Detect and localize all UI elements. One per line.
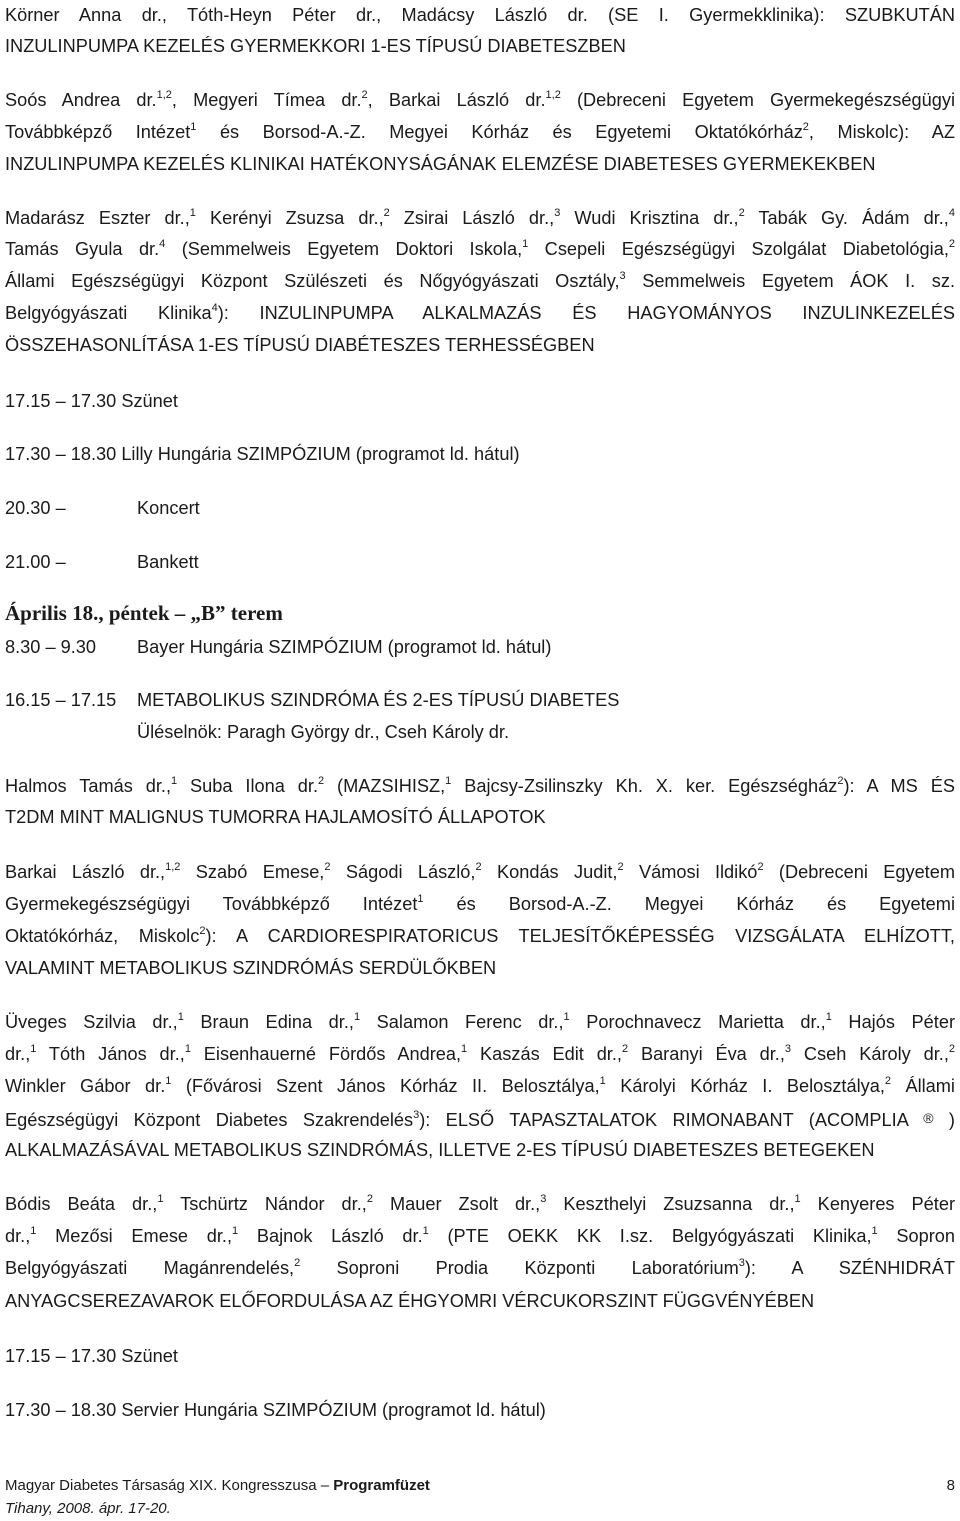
abstract-4-line-2 bbox=[5, 806, 546, 828]
affiliation-superscript: 2 bbox=[948, 1043, 955, 1055]
affiliation-superscript: 1,2 bbox=[165, 861, 181, 873]
affiliation-superscript: 1 bbox=[522, 238, 529, 250]
affiliation-superscript: 1 bbox=[184, 1043, 191, 1055]
abstract-5-line-2 bbox=[5, 893, 955, 915]
affiliation-superscript: 3 bbox=[784, 1043, 792, 1055]
abstract-5-line-3 bbox=[5, 925, 955, 947]
event: Bayer Hungária SZIMPÓZIUM (programot ld. hátul) bbox=[137, 637, 552, 657]
line-text: Kondás Judit, bbox=[481, 862, 618, 882]
affiliation-superscript: 2 bbox=[324, 861, 331, 873]
abstract-7-line-4 bbox=[5, 1290, 814, 1312]
affiliation-superscript: 2 bbox=[948, 238, 955, 250]
footer-title-prefix: Magyar Diabetes Társaság XIX. Kongresszusa – bbox=[5, 1477, 334, 1494]
affiliation-superscript: 3 bbox=[554, 207, 561, 219]
line-text: T2DM MINT MALIGNUS TUMORRA HAJLAMOSÍTÓ ÁLLAPOTOK bbox=[5, 807, 546, 827]
affiliation-superscript: 1,2 bbox=[156, 89, 172, 101]
affiliation-superscript: 1 bbox=[171, 775, 178, 787]
time: 17.30 – 18.30 bbox=[5, 1400, 117, 1420]
affiliation-superscript: 1 bbox=[461, 1043, 468, 1055]
affiliation-superscript: 1 bbox=[417, 893, 424, 905]
line-text: Mezősi Emese dr., bbox=[36, 1226, 232, 1246]
affiliation-superscript: 1 bbox=[445, 775, 452, 787]
abstract-4-line-1 bbox=[5, 775, 955, 797]
line-text: Wudi Krisztina dr., bbox=[560, 208, 739, 228]
line-text: ): A MS ÉS bbox=[843, 776, 955, 796]
footer-title bbox=[5, 1477, 430, 1495]
affiliation-superscript: 1 bbox=[190, 121, 197, 133]
abstract-5-line-1 bbox=[5, 861, 955, 883]
footer-place: Tihany, 2008. ápr. 17-20. bbox=[5, 1500, 171, 1517]
abstract-6-line-1 bbox=[5, 1011, 955, 1033]
abstract-6-line-2 bbox=[5, 1043, 955, 1065]
line-text: VALAMINT METABOLIKUS SZINDRÓMÁS SERDÜLŐKBEN bbox=[5, 958, 497, 978]
line-text: (Debreceni Egyetem bbox=[763, 862, 956, 882]
affiliation-superscript: 2 bbox=[475, 861, 482, 873]
affiliation-superscript: 3 bbox=[540, 1193, 547, 1205]
time: 17.30 – 18.30 bbox=[5, 444, 117, 464]
line-text: Szabó Emese, bbox=[180, 862, 325, 882]
line-text: dr., bbox=[5, 1226, 31, 1246]
line-text: Belgyógyászati Magánrendelés, bbox=[5, 1258, 295, 1278]
line-text: Gyermekegészségügyi Továbbképző Intézet bbox=[5, 894, 418, 914]
event: Koncert bbox=[137, 498, 200, 518]
line-text: Kaszás Edit dr., bbox=[467, 1044, 622, 1064]
line-text: INZULINPUMPA KEZELÉS KLINIKAI HATÉKONYSÁGÁNAK ELEMZÉSE DIABETESES GYERMEKEKBEN bbox=[5, 154, 876, 174]
line-text: Továbbképző Intézet bbox=[5, 122, 191, 142]
time: 16.15 – 17.15 bbox=[5, 690, 117, 710]
schedule-row bbox=[5, 689, 619, 711]
day-heading: Április 18., péntek – „B” terem bbox=[5, 601, 283, 625]
time: 17.15 – 17.30 bbox=[5, 391, 117, 411]
abstract-7-line-3 bbox=[5, 1257, 955, 1279]
affiliation-superscript: 1 bbox=[599, 1075, 606, 1087]
schedule-row bbox=[5, 551, 199, 573]
line-text: , Megyeri Tímea dr. bbox=[171, 90, 362, 110]
affiliation-superscript: 1 bbox=[165, 1075, 172, 1087]
line-text: (MAZSIHISZ, bbox=[324, 776, 446, 796]
line-text: Kerényi Zsuzsa dr., bbox=[195, 208, 384, 228]
line-text: ANYAGCSEREZAVAROK ELŐFORDULÁSA AZ ÉHGYOMRI VÉRCUKORSZINT FÜGGVÉNYÉBEN bbox=[5, 1291, 815, 1311]
abstract-3-line-2 bbox=[5, 238, 955, 260]
line-text: Zsirai László dr., bbox=[389, 208, 555, 228]
time: 20.30 – bbox=[5, 498, 66, 518]
line-text: ALKALMAZÁSÁVAL METABOLIKUS SZINDRÓMÁS, ILLETVE 2-ES TÍPUSÚ DIABETESZES BETEGEKEN bbox=[5, 1140, 875, 1160]
session-chairs bbox=[5, 721, 509, 743]
affiliation-superscript: 2 bbox=[318, 775, 325, 787]
event: Bankett bbox=[137, 552, 199, 572]
line-text: Winkler Gábor dr. bbox=[5, 1076, 166, 1096]
affiliation-superscript: 4 bbox=[211, 302, 218, 314]
event: Szünet bbox=[121, 1346, 178, 1366]
abstract-2-line-3 bbox=[5, 153, 876, 175]
abstract-3-line-1 bbox=[5, 207, 955, 229]
line-text: Sopron bbox=[877, 1226, 955, 1246]
affiliation-superscript: 1 bbox=[563, 1011, 570, 1023]
affiliation-superscript: 2 bbox=[837, 775, 844, 787]
line-text: Suba Ilona dr. bbox=[177, 776, 319, 796]
line-text: Braun Edina dr., bbox=[183, 1012, 354, 1032]
affiliation-superscript: 1,2 bbox=[545, 89, 561, 101]
line-text: (Fővárosi Szent János Kórház II. Belosztálya, bbox=[171, 1076, 600, 1096]
line-text: ÖSSZEHASONLÍTÁSA 1-ES TÍPUSÚ DIABÉTESZES TERHESSÉGBEN bbox=[5, 335, 595, 355]
line-text: Kenyeres Péter bbox=[800, 1194, 956, 1214]
affiliation-superscript: 2 bbox=[366, 1193, 373, 1205]
line-text: Barkai László dr., bbox=[5, 862, 166, 882]
line-text: Mauer Zsolt dr., bbox=[372, 1194, 541, 1214]
event: Servier Hungária SZIMPÓZIUM (programot ld. hátul) bbox=[121, 1400, 546, 1420]
abstract-3-line-3 bbox=[5, 270, 955, 292]
affiliation-superscript: 1 bbox=[189, 207, 196, 219]
affiliation-superscript: 4 bbox=[948, 207, 955, 219]
line-text: Porochnavecz Marietta dr., bbox=[569, 1012, 826, 1032]
line-text: dr., bbox=[5, 1044, 31, 1064]
line-text: Bajcsy-Zsilinszky Kh. X. ker. Egészségház bbox=[451, 776, 838, 796]
affiliation-superscript: 1 bbox=[871, 1225, 878, 1237]
affiliation-superscript: 1 bbox=[794, 1193, 801, 1205]
affiliation-superscript: 2 bbox=[757, 861, 764, 873]
abstract-7-line-2 bbox=[5, 1225, 955, 1247]
line-text: Belgyógyászati Klinika bbox=[5, 303, 212, 323]
time: 21.00 – bbox=[5, 552, 66, 572]
line-text: Bódis Beáta dr., bbox=[5, 1194, 158, 1214]
schedule-row bbox=[5, 497, 200, 519]
affiliation-superscript: 4 bbox=[159, 238, 166, 250]
line-text: Csepeli Egészségügyi Szolgálat Diabetológia, bbox=[528, 239, 949, 259]
affiliation-superscript: 2 bbox=[617, 861, 624, 873]
page-number: 8 bbox=[946, 1477, 955, 1494]
schedule-row bbox=[5, 636, 551, 658]
line-text: Tabák Gy. Ádám dr., bbox=[744, 208, 949, 228]
affiliation-superscript: 1 bbox=[232, 1225, 239, 1237]
line-text: ): A CARDIORESPIRATORICUS TELJESÍTŐKÉPESSÉG VIZSGÁLATA ELHÍZOTT, bbox=[205, 926, 955, 946]
line-text: Eisenhauerné Fördős Andrea, bbox=[190, 1044, 462, 1064]
line-text: Hajós Péter bbox=[831, 1012, 955, 1032]
line-text: és Borsod-A.-Z. Megyei Kórház és Egyetemi bbox=[423, 894, 955, 914]
affiliation-superscript: 1 bbox=[422, 1225, 429, 1237]
line-text: , Miskolc): AZ bbox=[808, 122, 955, 142]
line-text: Madarász Eszter dr., bbox=[5, 208, 190, 228]
time: 8.30 – 9.30 bbox=[5, 637, 97, 657]
line-text: (Semmelweis Egyetem Doktori Iskola, bbox=[165, 239, 523, 259]
affiliation-superscript: 3 bbox=[413, 1109, 420, 1121]
line-text: Egészségügyi Központ Diabetes Szakrendelés bbox=[5, 1110, 414, 1130]
chairs-text: Üléselnök: Paragh György dr., Cseh Károly dr. bbox=[137, 722, 510, 742]
line-text: INZULINPUMPA KEZELÉS GYERMEKKORI 1-ES TÍPUSÚ DIABETESZBEN bbox=[5, 36, 626, 56]
line-text: és Borsod-A.-Z. Megyei Kórház és Egyetemi Oktatókórház bbox=[196, 122, 803, 142]
registered-mark: ® bbox=[923, 1110, 934, 1126]
footer-title-bold: Programfüzet bbox=[333, 1477, 430, 1494]
abstract-2-line-1 bbox=[5, 89, 955, 111]
line-text: Állami bbox=[891, 1076, 955, 1096]
line-text: Vámosi Ildikó bbox=[623, 862, 758, 882]
abstract-6-line-3 bbox=[5, 1075, 955, 1097]
line-text: ): ELSŐ TAPASZTALATOK RIMONABANT (ACOMPLIA ® ) bbox=[419, 1110, 955, 1130]
affiliation-superscript: 1 bbox=[157, 1193, 164, 1205]
affiliation-superscript: 2 bbox=[621, 1043, 629, 1055]
affiliation-superscript: 2 bbox=[199, 925, 206, 937]
affiliation-superscript: 3 bbox=[738, 1257, 745, 1269]
affiliation-superscript: 2 bbox=[802, 121, 809, 133]
line-text: ): INZULINPUMPA ALKALMAZÁS ÉS HAGYOMÁNYOS INZULINKEZELÉS bbox=[217, 303, 956, 323]
line-text: (PTE OEKK KK I.sz. Belgyógyászati Klinika, bbox=[428, 1226, 872, 1246]
line-text: Állami Egészségügyi Központ Szülészeti és Nőgyógyászati Osztály, bbox=[5, 271, 620, 291]
abstract-6-line-4 bbox=[5, 1107, 955, 1131]
event: Lilly Hungária SZIMPÓZIUM (programot ld. hátul) bbox=[121, 444, 520, 464]
abstract-1-line-2 bbox=[5, 35, 626, 57]
schedule-row bbox=[5, 1399, 546, 1421]
abstract-3-line-5 bbox=[5, 334, 595, 356]
event: Szünet bbox=[121, 391, 178, 411]
affiliation-superscript: 1 bbox=[353, 1011, 361, 1023]
abstract-1-line-1 bbox=[5, 4, 955, 26]
line-text: Károlyi Kórház I. Belosztálya, bbox=[605, 1076, 885, 1096]
affiliation-superscript: 1 bbox=[30, 1043, 37, 1055]
line-text: Tóth János dr., bbox=[36, 1044, 185, 1064]
abstract-3-line-4 bbox=[5, 302, 955, 324]
line-text: Keszthelyi Zsuzsanna dr., bbox=[546, 1194, 795, 1214]
line-text: ): A SZÉNHIDRÁT bbox=[744, 1258, 955, 1278]
affiliation-superscript: 2 bbox=[361, 89, 368, 101]
affiliation-superscript: 2 bbox=[884, 1075, 892, 1087]
line-text: Halmos Tamás dr., bbox=[5, 776, 171, 796]
abstract-7-line-1 bbox=[5, 1193, 955, 1215]
schedule-row bbox=[5, 390, 178, 412]
line-text: Baranyi Éva dr., bbox=[628, 1044, 785, 1064]
line-text: Semmelweis Egyetem ÁOK I. sz. bbox=[625, 271, 955, 291]
affiliation-superscript: 1 bbox=[177, 1011, 184, 1023]
line-text: Bajnok László dr. bbox=[238, 1226, 423, 1246]
line-text: Soproni Prodia Központi Laboratórium bbox=[300, 1258, 739, 1278]
schedule-row bbox=[5, 443, 520, 465]
abstract-6-line-5 bbox=[5, 1139, 875, 1161]
line-text: (Debreceni Egyetem Gyermekegészségügyi bbox=[560, 90, 955, 110]
line-text: Tschürtz Nándor dr., bbox=[163, 1194, 367, 1214]
line-text: , Barkai László dr. bbox=[367, 90, 546, 110]
affiliation-superscript: 3 bbox=[619, 270, 626, 282]
affiliation-superscript: 2 bbox=[294, 1257, 301, 1269]
line-text: Körner Anna dr., Tóth-Heyn Péter dr., Madácsy László dr. (SE I. Gyermekklinika): SZUBKUTÁN bbox=[5, 5, 955, 25]
affiliation-superscript: 2 bbox=[738, 207, 745, 219]
line-text: Cseh Károly dr., bbox=[791, 1044, 949, 1064]
line-text: Oktatókórház, Miskolc bbox=[5, 926, 200, 946]
affiliation-superscript: 1 bbox=[825, 1011, 832, 1023]
affiliation-superscript: 1 bbox=[30, 1225, 37, 1237]
line-text: Üveges Szilvia dr., bbox=[5, 1012, 178, 1032]
affiliation-superscript: 2 bbox=[383, 207, 390, 219]
line-text: Ságodi László, bbox=[330, 862, 476, 882]
schedule-row bbox=[5, 1345, 178, 1367]
line-text: Tamás Gyula dr. bbox=[5, 239, 160, 259]
event: METABOLIKUS SZINDRÓMA ÉS 2-ES TÍPUSÚ DIABETES bbox=[137, 690, 620, 710]
abstract-2-line-2 bbox=[5, 121, 955, 143]
abstract-5-line-4 bbox=[5, 957, 496, 979]
line-text: Soós Andrea dr. bbox=[5, 90, 157, 110]
line-text: Salamon Ferenc dr., bbox=[360, 1012, 564, 1032]
time: 17.15 – 17.30 bbox=[5, 1346, 117, 1366]
